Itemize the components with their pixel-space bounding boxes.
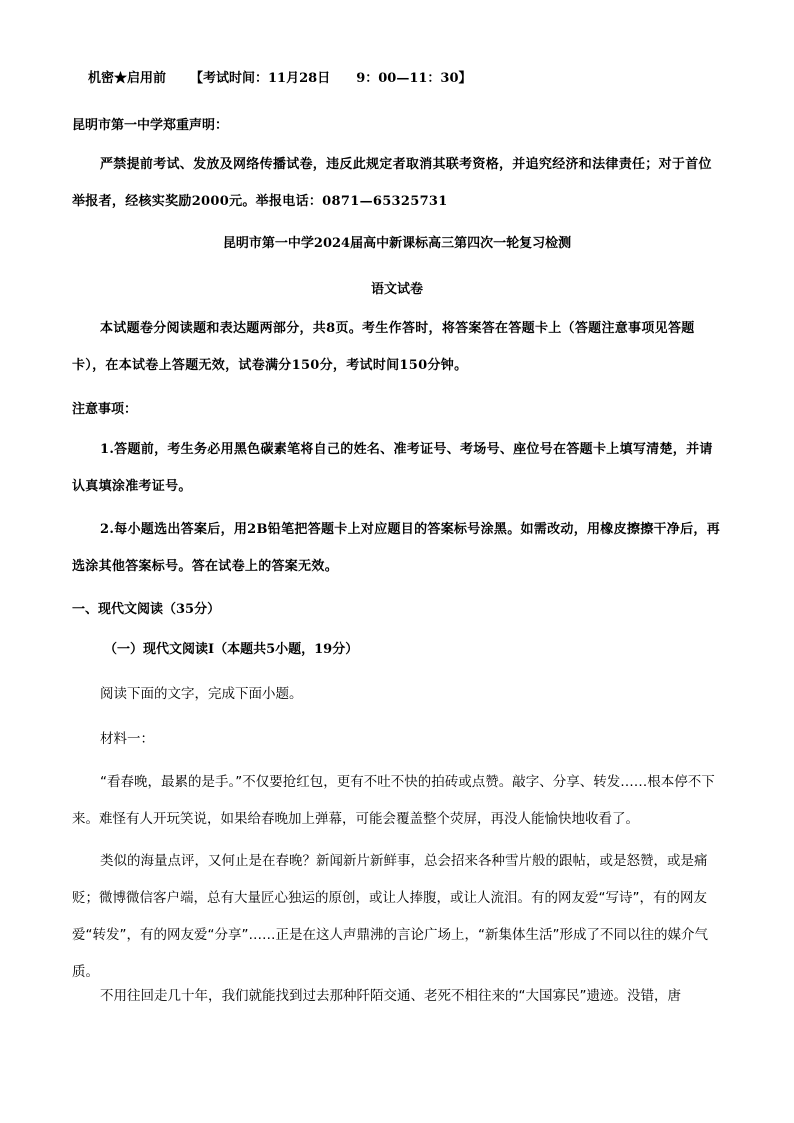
section-title: 一、现代文阅读（35分） xyxy=(72,602,221,617)
instruction-item-1: 1.答题前，考生务必用黑色碳素笔将自己的姓名、准考证号、考场号、座位号在答题卡上填写清楚，并请认真填涂准考证号。 xyxy=(72,442,713,494)
material-paragraph-3: 不用往回走几十年，我们就能找到过去那种阡陌交通、老死不相往来的“大国寡民”遗迹。没错，唐 xyxy=(100,988,681,1004)
instructions-title: 注意事项： xyxy=(72,402,138,417)
notice-body: 严禁提前考试、发放及网络传播试卷，违反此规定者取消其联考资格，并追究经济和法律责任；对于首位举报者，经核实奖励2000元。举报电话：0871—65325731 xyxy=(72,157,712,209)
material-paragraph-1: “看春晚，最累的是手。”不仅要抢红包，更有不吐不快的拍砖或点赞。敲字、分享、转发……根本停不下来。难怪有人开玩笑说，如果给春晚加上弹幕，可能会覆盖整个荧屏，再没人能愉快地收看了。 xyxy=(72,774,715,827)
confidential-label: 机密★启用前 xyxy=(88,71,167,86)
subject-title: 语文试卷 xyxy=(370,282,423,297)
notice-title: 昆明市第一中学郑重声明： xyxy=(72,118,229,133)
exam-intro: 本试题卷分阅读题和表达题两部分，共8页。考生作答时，将答案答在答题卡上（答题注意事项见答题卡），在本试卷上答题无效，试卷满分150分，考试时间150分钟。 xyxy=(72,321,695,373)
reading-prompt: 阅读下面的文字，完成下面小题。 xyxy=(100,686,303,702)
instruction-item-2: 2.每小题选出答案后，用2B铅笔把答题卡上对应题目的答案标号涂黑。如需改动，用橡皮擦擦干净后，再选涂其他答案标号。答在试卷上的答案无效。 xyxy=(72,522,721,574)
material-label: 材料一： xyxy=(100,731,154,747)
subsection-title: （一）现代文阅读Ⅰ（本题共5小题，19分） xyxy=(104,642,359,657)
header-line xyxy=(88,67,472,86)
exam-time: 【考试时间：11月28日 9：00—11：30】 xyxy=(190,71,472,86)
material-paragraph-2: 类似的海量点评，又何止是在春晚？新闻新片新鲜事，总会招来各种雪片般的跟帖，或是怒赞，或是痛贬；微博微信客户端，总有大量匠心独运的原创，或让人捧腹，或让人流泪。有的网友爱“写诗”，有的网友爱“转发”，有的网友爱“分享”……正是在这人声鼎沸的言论广场上，“新集体生活”形成了不同以往的媒介气质。 xyxy=(72,853,708,980)
exam-title: 昆明市第一中学2024届高中新课标高三第四次一轮复习检测 xyxy=(222,236,572,251)
